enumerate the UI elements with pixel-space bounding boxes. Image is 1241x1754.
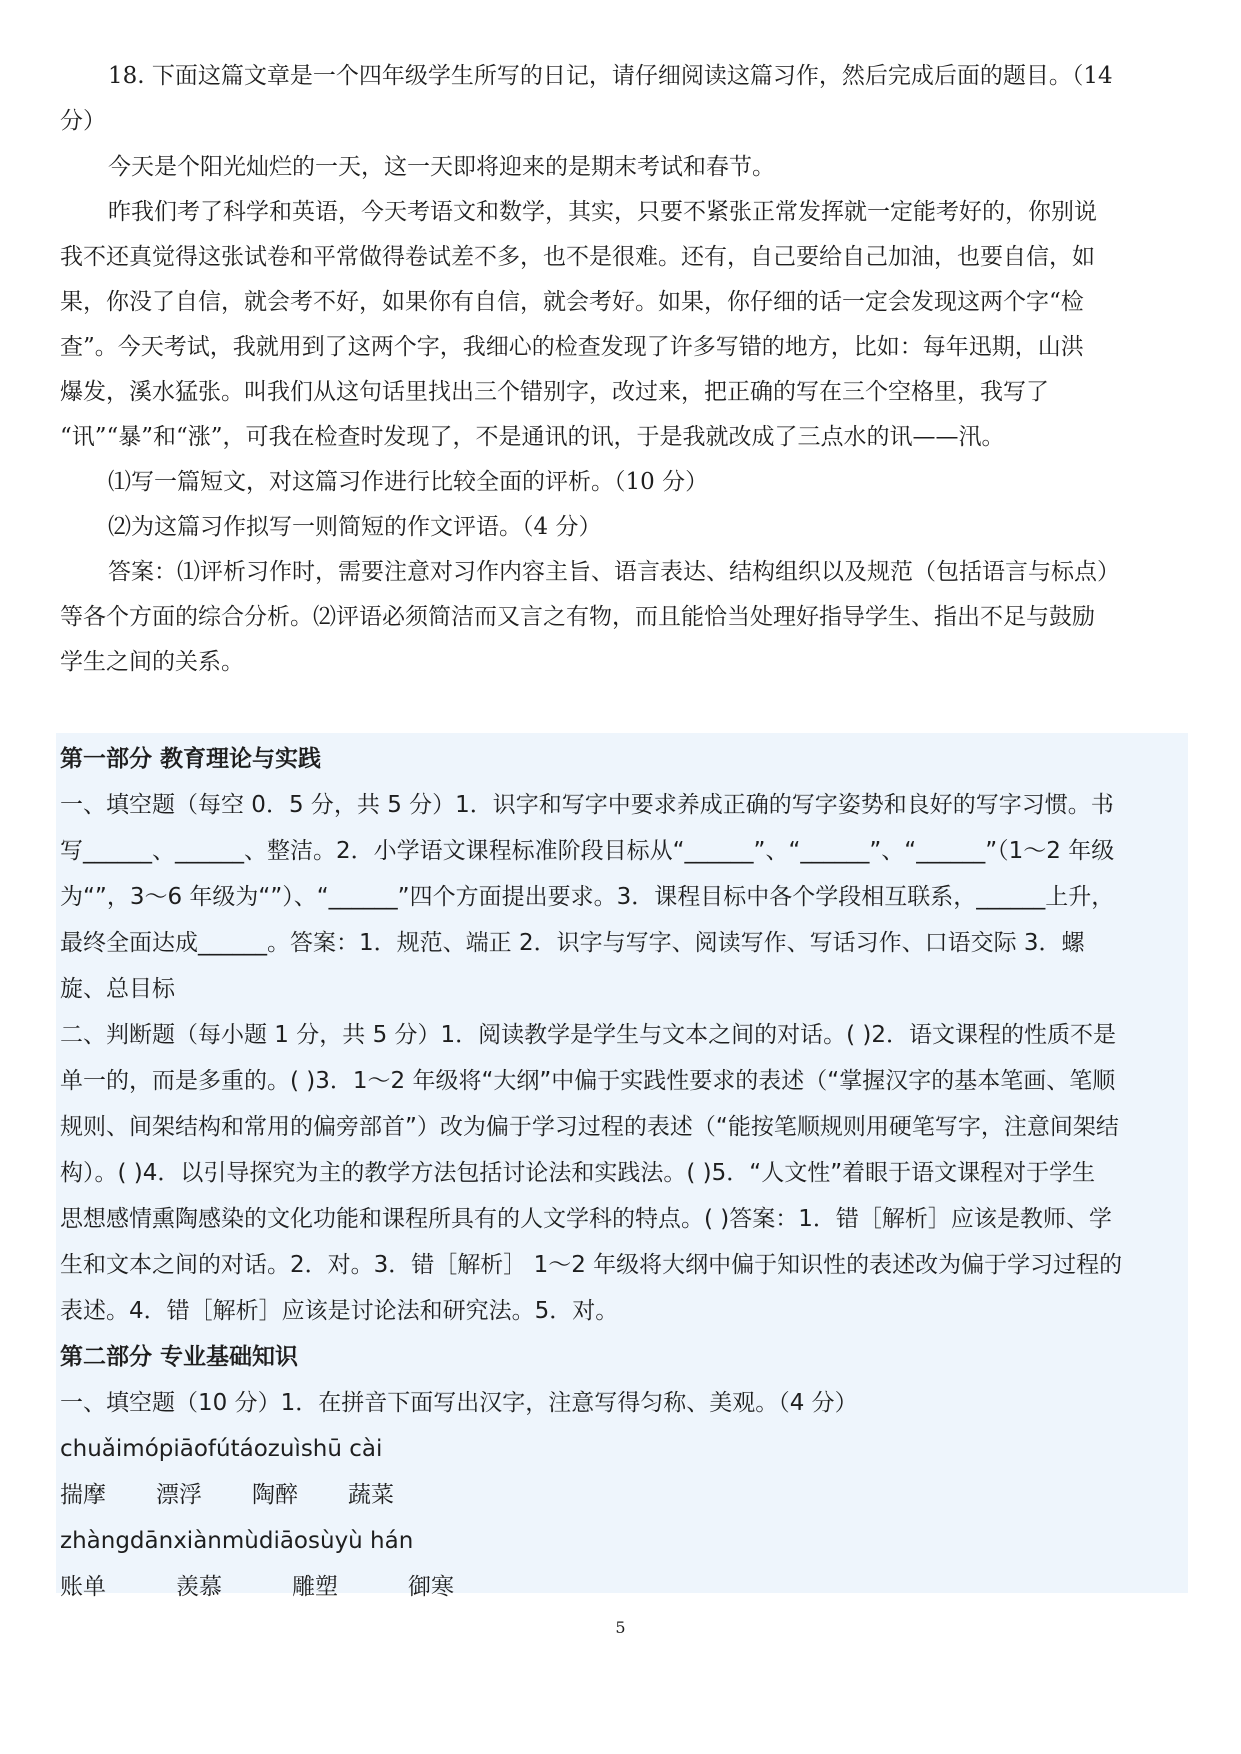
pinyin-line-1: chuǎimópiāofútáozuìshū cài <box>60 1436 383 1462</box>
page-number: 5 <box>615 1618 626 1637</box>
word-row-2 <box>60 1564 1188 1610</box>
judge-line: 规则、间架结构和常用的偏旁部首”）改为偏于学习过程的表述（“能按笔顺规则用硬笔写字，注意间架结 <box>60 1114 1119 1140</box>
word: 揣摩 <box>60 1482 106 1508</box>
essay-opening: 今天是个阳光灿烂的一天，这一天即将迎来的是期末考试和春节。 <box>108 154 775 180</box>
fill-line: 最终全面达成______。答案：1．规范、端正 2．识字与写字、阅读写作、写话习作、口语交际 3．螺 <box>60 930 1085 956</box>
word: 账单 <box>60 1574 106 1600</box>
essay-line: 果，你没了自信，就会考不好，如果你有自信，就会考好。如果，你仔细的话一定会发现这两个字“检 <box>60 289 1084 315</box>
question-18-prompt <box>60 54 1188 144</box>
judge-line: 生和文本之间的对话。2．对。3．错［解析］ 1～2 年级将大纲中偏于知识性的表述改为偏于学习过程的 <box>60 1252 1123 1278</box>
word: 羡慕 <box>176 1574 222 1600</box>
essay-line: 爆发，溪水猛张。叫我们从这句话里找出三个错别字，改过来，把正确的写在三个空格里，我写了 <box>60 379 1049 405</box>
essay-line: 昨我们考了科学和英语，今天考语文和数学，其实，只要不紧张正常发挥就一定能考好的，你别说 <box>108 199 1097 225</box>
word: 陶醉 <box>252 1482 298 1508</box>
judge-line: 二、判断题（每小题 1 分，共 5 分）1．阅读教学是学生与文本之间的对话。( )2．语文课程的性质不是 <box>60 1022 1117 1048</box>
part1-heading: 第一部分 教育理论与实践 <box>60 746 322 772</box>
word: 雕塑 <box>292 1574 338 1600</box>
answer-line: 答案：⑴评析习作时，需要注意对习作内容主旨、语言表达、结构组织以及规范（包括语言与标点） <box>108 559 1120 585</box>
fill-line: 为“”，3～6 年级为“”）、“______”四个方面提出要求。3．课程目标中各个学段相互联系，______上升， <box>60 884 1115 910</box>
question-18-line-1: 18. 下面这篇文章是一个四年级学生所写的日记，请仔细阅读这篇习作，然后完成后面的题目。（14 <box>108 63 1113 89</box>
word: 蔬菜 <box>348 1482 394 1508</box>
word-row-1 <box>60 1472 1188 1518</box>
word: 漂浮 <box>156 1482 202 1508</box>
judge-line: 表述。4．错［解析］应该是讨论法和研究法。5．对。 <box>60 1298 619 1324</box>
part1-fill-question <box>60 782 1188 1012</box>
fill-line: 一、填空题（每空 0．5 分，共 5 分）1．识字和写字中要求养成正确的写字姿势和良好的写字习惯。书 <box>60 792 1114 818</box>
word: 御寒 <box>408 1574 454 1600</box>
sub-question-1: ⑴写一篇短文，对这篇习作进行比较全面的评析。（10 分） <box>108 469 709 495</box>
question-18-line-2: 分） <box>60 108 106 134</box>
part2-heading: 第二部分 专业基础知识 <box>60 1344 299 1370</box>
sub-question-2: ⑵为这篇习作拟写一则简短的作文评语。（4 分） <box>108 514 602 540</box>
essay-line: 查”。今天考试，我就用到了这两个字，我细心的检查发现了许多写错的地方，比如：每年迅期，山洪 <box>60 334 1084 360</box>
judge-line: 思想感情熏陶感染的文化功能和课程所具有的人文学科的特点。( )答案：1．错［解析］应该是教师、学 <box>60 1206 1112 1232</box>
answer-line: 学生之间的关系。 <box>60 649 244 675</box>
judge-line: 构）。( )4．以引导探究为主的教学方法包括讨论法和实践法。( )5．“人文性”着眼于语文课程对于学生 <box>60 1160 1096 1186</box>
fill-line: 旋、总目标 <box>60 976 175 1002</box>
answer-paragraph <box>60 550 1188 685</box>
answer-line: 等各个方面的综合分析。⑵评语必须简洁而又言之有物，而且能恰当处理好指导学生、指出不足与鼓励 <box>60 604 1095 630</box>
judge-line: 单一的，而是多重的。( )3．1～2 年级将“大纲”中偏于实践性要求的表述（“掌握汉字的基本笔画、笔顺 <box>60 1068 1116 1094</box>
essay-body <box>60 190 1188 460</box>
essay-line: 我不还真觉得这张试卷和平常做得卷试差不多，也不是很难。还有，自己要给自己加油，也要自信，如 <box>60 244 1095 270</box>
fill-line: 写______、______、整洁。2．小学语文课程标准阶段目标从“______”、“______”、“______”（1～2 年级 <box>60 838 1115 864</box>
essay-line: “讯”“暴”和“涨”，可我在检查时发现了，不是通讯的讯，于是我就改成了三点水的讯——汛。 <box>60 424 1005 450</box>
part2-fill-intro: 一、填空题（10 分）1．在拼音下面写出汉字，注意写得匀称、美观。（4 分） <box>60 1390 858 1416</box>
pinyin-line-2: zhàngdānxiànmùdiāosùyù hán <box>60 1528 414 1554</box>
part1-judge-question <box>60 1012 1188 1334</box>
